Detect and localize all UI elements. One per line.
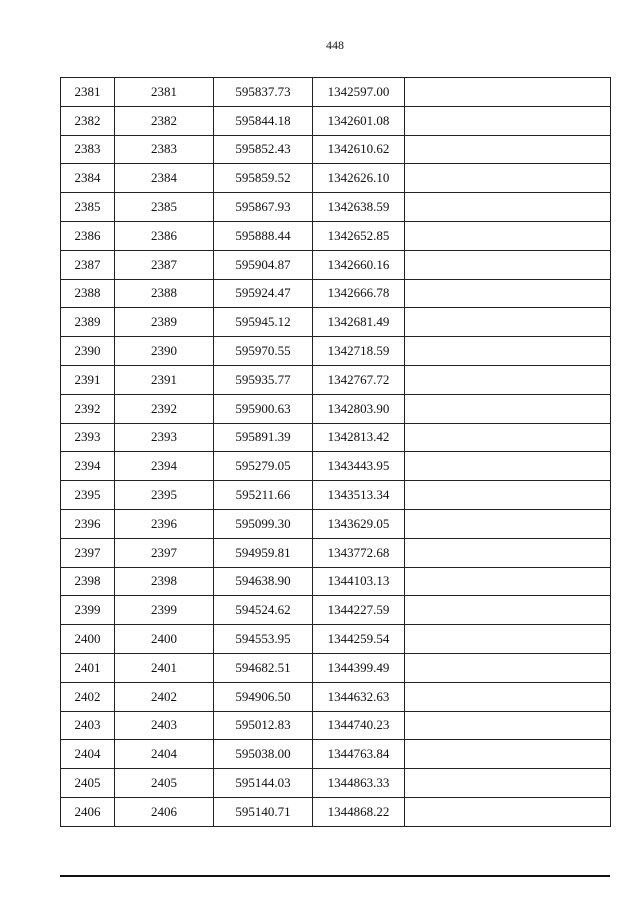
notes-cell bbox=[405, 135, 611, 164]
table-row bbox=[61, 250, 611, 279]
point-id-cell: 2402 bbox=[115, 682, 214, 711]
point-id-cell: 2406 bbox=[115, 797, 214, 826]
point-id-cell: 2396 bbox=[115, 509, 214, 538]
point-id-cell: 2386 bbox=[115, 221, 214, 250]
notes-cell bbox=[405, 481, 611, 510]
point-id-cell: 2389 bbox=[115, 308, 214, 337]
point-number-cell: 2384 bbox=[61, 164, 115, 193]
point-id-cell: 2385 bbox=[115, 193, 214, 222]
table-row bbox=[61, 308, 611, 337]
point-id-cell: 2391 bbox=[115, 365, 214, 394]
table-row bbox=[61, 423, 611, 452]
y-coordinate-cell: 1344259.54 bbox=[313, 625, 405, 654]
point-id-cell: 2392 bbox=[115, 394, 214, 423]
table-row bbox=[61, 106, 611, 135]
x-coordinate-cell: 595837.73 bbox=[214, 78, 313, 107]
x-coordinate-cell: 595970.55 bbox=[214, 337, 313, 366]
table-row bbox=[61, 193, 611, 222]
x-coordinate-cell: 594959.81 bbox=[214, 538, 313, 567]
point-number-cell: 2387 bbox=[61, 250, 115, 279]
x-coordinate-cell: 595144.03 bbox=[214, 769, 313, 798]
y-coordinate-cell: 1342718.59 bbox=[313, 337, 405, 366]
notes-cell bbox=[405, 625, 611, 654]
x-coordinate-cell: 595900.63 bbox=[214, 394, 313, 423]
point-id-cell: 2394 bbox=[115, 452, 214, 481]
point-id-cell: 2397 bbox=[115, 538, 214, 567]
table-row bbox=[61, 682, 611, 711]
point-number-cell: 2404 bbox=[61, 740, 115, 769]
y-coordinate-cell: 1342681.49 bbox=[313, 308, 405, 337]
y-coordinate-cell: 1342610.62 bbox=[313, 135, 405, 164]
point-id-cell: 2383 bbox=[115, 135, 214, 164]
y-coordinate-cell: 1342652.85 bbox=[313, 221, 405, 250]
point-number-cell: 2400 bbox=[61, 625, 115, 654]
y-coordinate-cell: 1344863.33 bbox=[313, 769, 405, 798]
x-coordinate-cell: 594553.95 bbox=[214, 625, 313, 654]
point-id-cell: 2405 bbox=[115, 769, 214, 798]
y-coordinate-cell: 1342626.10 bbox=[313, 164, 405, 193]
x-coordinate-cell: 595867.93 bbox=[214, 193, 313, 222]
notes-cell bbox=[405, 567, 611, 596]
point-id-cell: 2384 bbox=[115, 164, 214, 193]
table-row bbox=[61, 653, 611, 682]
point-id-cell: 2395 bbox=[115, 481, 214, 510]
table-row bbox=[61, 625, 611, 654]
point-number-cell: 2405 bbox=[61, 769, 115, 798]
table-row bbox=[61, 279, 611, 308]
notes-cell bbox=[405, 106, 611, 135]
x-coordinate-cell: 595211.66 bbox=[214, 481, 313, 510]
point-number-cell: 2390 bbox=[61, 337, 115, 366]
footer-rule bbox=[60, 875, 610, 877]
notes-cell bbox=[405, 279, 611, 308]
table-row bbox=[61, 481, 611, 510]
point-id-cell: 2399 bbox=[115, 596, 214, 625]
notes-cell bbox=[405, 797, 611, 826]
notes-cell bbox=[405, 682, 611, 711]
y-coordinate-cell: 1342638.59 bbox=[313, 193, 405, 222]
table-row bbox=[61, 797, 611, 826]
notes-cell bbox=[405, 365, 611, 394]
notes-cell bbox=[405, 221, 611, 250]
point-number-cell: 2389 bbox=[61, 308, 115, 337]
y-coordinate-cell: 1344632.63 bbox=[313, 682, 405, 711]
y-coordinate-cell: 1342666.78 bbox=[313, 279, 405, 308]
notes-cell bbox=[405, 394, 611, 423]
notes-cell bbox=[405, 653, 611, 682]
notes-cell bbox=[405, 740, 611, 769]
point-id-cell: 2381 bbox=[115, 78, 214, 107]
table-row bbox=[61, 337, 611, 366]
notes-cell bbox=[405, 308, 611, 337]
x-coordinate-cell: 595935.77 bbox=[214, 365, 313, 394]
point-number-cell: 2406 bbox=[61, 797, 115, 826]
point-id-cell: 2390 bbox=[115, 337, 214, 366]
x-coordinate-cell: 595904.87 bbox=[214, 250, 313, 279]
point-number-cell: 2391 bbox=[61, 365, 115, 394]
point-number-cell: 2385 bbox=[61, 193, 115, 222]
point-id-cell: 2403 bbox=[115, 711, 214, 740]
point-number-cell: 2383 bbox=[61, 135, 115, 164]
table-row bbox=[61, 365, 611, 394]
y-coordinate-cell: 1344103.13 bbox=[313, 567, 405, 596]
point-number-cell: 2401 bbox=[61, 653, 115, 682]
notes-cell bbox=[405, 423, 611, 452]
table-row bbox=[61, 740, 611, 769]
y-coordinate-cell: 1344399.49 bbox=[313, 653, 405, 682]
notes-cell bbox=[405, 164, 611, 193]
x-coordinate-cell: 594906.50 bbox=[214, 682, 313, 711]
table-row bbox=[61, 221, 611, 250]
point-id-cell: 2382 bbox=[115, 106, 214, 135]
y-coordinate-cell: 1342803.90 bbox=[313, 394, 405, 423]
point-number-cell: 2392 bbox=[61, 394, 115, 423]
x-coordinate-cell: 595140.71 bbox=[214, 797, 313, 826]
notes-cell bbox=[405, 711, 611, 740]
x-coordinate-cell: 594524.62 bbox=[214, 596, 313, 625]
x-coordinate-cell: 595012.83 bbox=[214, 711, 313, 740]
x-coordinate-cell: 595945.12 bbox=[214, 308, 313, 337]
point-number-cell: 2397 bbox=[61, 538, 115, 567]
notes-cell bbox=[405, 769, 611, 798]
notes-cell bbox=[405, 337, 611, 366]
y-coordinate-cell: 1342597.00 bbox=[313, 78, 405, 107]
table-row bbox=[61, 394, 611, 423]
table-row bbox=[61, 164, 611, 193]
table-body bbox=[61, 78, 611, 827]
x-coordinate-cell: 595099.30 bbox=[214, 509, 313, 538]
point-number-cell: 2395 bbox=[61, 481, 115, 510]
point-number-cell: 2402 bbox=[61, 682, 115, 711]
y-coordinate-cell: 1342813.42 bbox=[313, 423, 405, 452]
y-coordinate-cell: 1343443.95 bbox=[313, 452, 405, 481]
point-number-cell: 2398 bbox=[61, 567, 115, 596]
x-coordinate-cell: 594682.51 bbox=[214, 653, 313, 682]
table-row bbox=[61, 538, 611, 567]
x-coordinate-cell: 594638.90 bbox=[214, 567, 313, 596]
x-coordinate-cell: 595844.18 bbox=[214, 106, 313, 135]
y-coordinate-cell: 1344740.23 bbox=[313, 711, 405, 740]
page-number: 448 bbox=[326, 38, 344, 52]
y-coordinate-cell: 1343513.34 bbox=[313, 481, 405, 510]
x-coordinate-cell: 595279.05 bbox=[214, 452, 313, 481]
y-coordinate-cell: 1342767.72 bbox=[313, 365, 405, 394]
point-number-cell: 2394 bbox=[61, 452, 115, 481]
point-id-cell: 2393 bbox=[115, 423, 214, 452]
point-id-cell: 2388 bbox=[115, 279, 214, 308]
point-id-cell: 2398 bbox=[115, 567, 214, 596]
x-coordinate-cell: 595852.43 bbox=[214, 135, 313, 164]
x-coordinate-cell: 595888.44 bbox=[214, 221, 313, 250]
point-id-cell: 2387 bbox=[115, 250, 214, 279]
point-number-cell: 2381 bbox=[61, 78, 115, 107]
notes-cell bbox=[405, 596, 611, 625]
coordinates-table bbox=[60, 77, 611, 827]
table-row bbox=[61, 452, 611, 481]
y-coordinate-cell: 1344763.84 bbox=[313, 740, 405, 769]
point-number-cell: 2396 bbox=[61, 509, 115, 538]
y-coordinate-cell: 1342660.16 bbox=[313, 250, 405, 279]
table-row bbox=[61, 135, 611, 164]
x-coordinate-cell: 595924.47 bbox=[214, 279, 313, 308]
point-id-cell: 2404 bbox=[115, 740, 214, 769]
table-row bbox=[61, 769, 611, 798]
point-number-cell: 2388 bbox=[61, 279, 115, 308]
table-row bbox=[61, 567, 611, 596]
table-row bbox=[61, 596, 611, 625]
point-number-cell: 2403 bbox=[61, 711, 115, 740]
table-row bbox=[61, 78, 611, 107]
x-coordinate-cell: 595891.39 bbox=[214, 423, 313, 452]
notes-cell bbox=[405, 538, 611, 567]
point-number-cell: 2399 bbox=[61, 596, 115, 625]
point-number-cell: 2386 bbox=[61, 221, 115, 250]
x-coordinate-cell: 595038.00 bbox=[214, 740, 313, 769]
point-number-cell: 2393 bbox=[61, 423, 115, 452]
notes-cell bbox=[405, 452, 611, 481]
table-row bbox=[61, 711, 611, 740]
notes-cell bbox=[405, 78, 611, 107]
y-coordinate-cell: 1343629.05 bbox=[313, 509, 405, 538]
table-row bbox=[61, 509, 611, 538]
point-id-cell: 2401 bbox=[115, 653, 214, 682]
y-coordinate-cell: 1342601.08 bbox=[313, 106, 405, 135]
notes-cell bbox=[405, 509, 611, 538]
notes-cell bbox=[405, 250, 611, 279]
x-coordinate-cell: 595859.52 bbox=[214, 164, 313, 193]
y-coordinate-cell: 1343772.68 bbox=[313, 538, 405, 567]
point-number-cell: 2382 bbox=[61, 106, 115, 135]
y-coordinate-cell: 1344868.22 bbox=[313, 797, 405, 826]
notes-cell bbox=[405, 193, 611, 222]
y-coordinate-cell: 1344227.59 bbox=[313, 596, 405, 625]
point-id-cell: 2400 bbox=[115, 625, 214, 654]
